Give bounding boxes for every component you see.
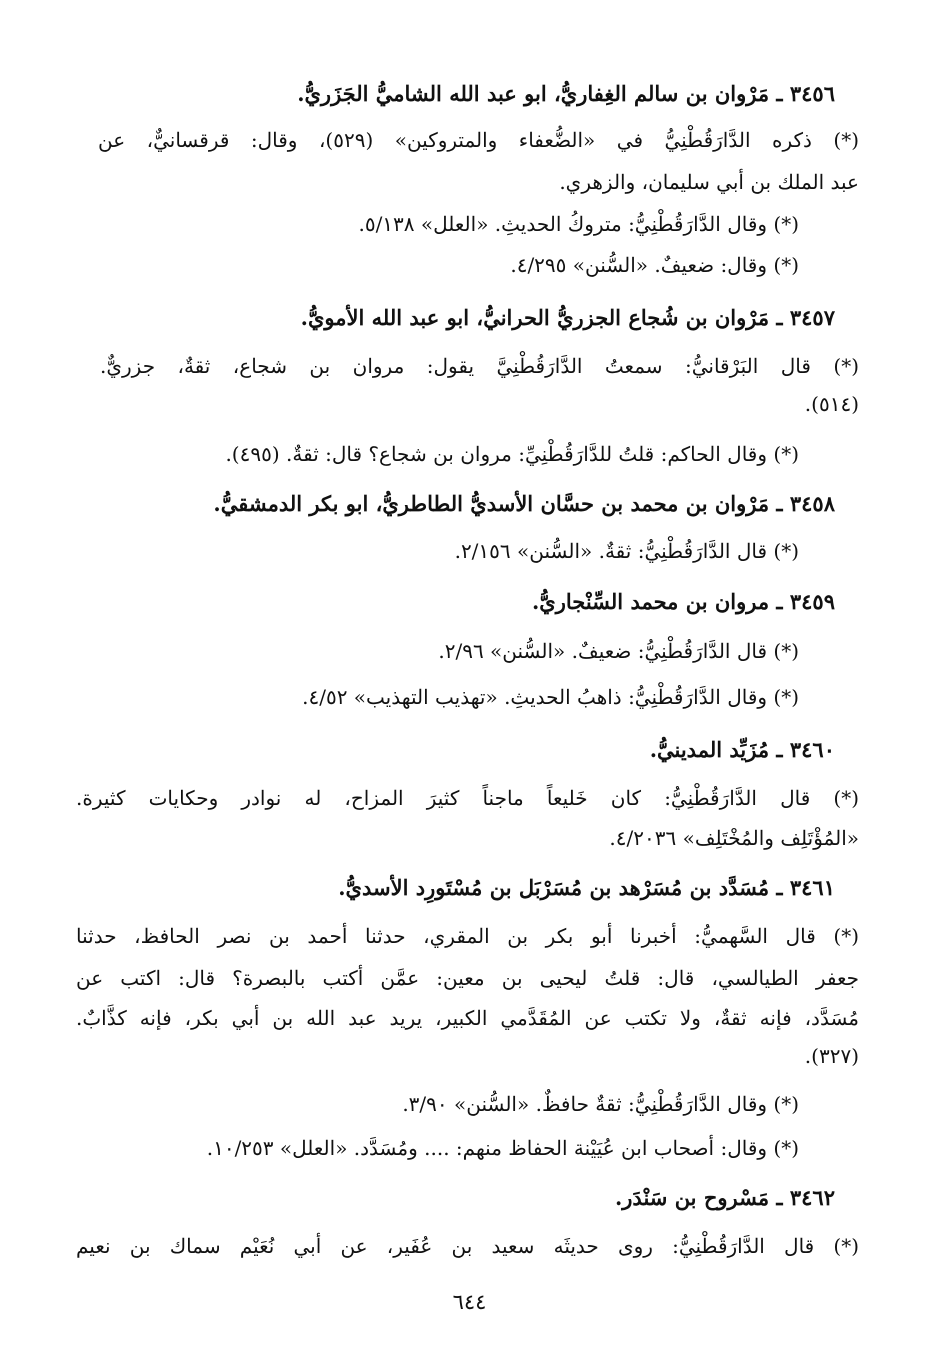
entry-text-line: (٥١٤). — [804, 392, 859, 416]
entry-text-line: (*) وقال الدَّارَقُطْنِيُّ: ذاهبُ الحديثِ. «تهذيب التهذيب» ٤/٥٢. — [302, 685, 799, 709]
entry-text-line: (*) قال الدَّارَقُطْنِيُّ: ضعيفٌ. «السُّنن» ٢/٩٦. — [438, 639, 799, 663]
entry-heading-3457: ٣٤٥٧ ـ مَرْوان بن شُجاع الجزريُّ الحرانيُّ، ابو عبد الله الأمويُّ. — [300, 305, 835, 330]
entry-heading-3456: ٣٤٥٦ ـ مَرْوان بن سالم الغِفاريُّ، ابو عبد الله الشاميُّ الجَزَريُّ. — [297, 81, 835, 106]
entry-text-line: (*) وقال الدَّارَقُطْنِيُّ: ثقةٌ حافظٌ. «السُّنن» ٣/٩٠. — [402, 1092, 799, 1116]
entry-text-line: (*) قال الدَّارَقُطْنِيُّ: روى حديثَه سعيد بن عُفَير، عن أبي نُعَيْم سماك بن نعيم — [76, 1234, 859, 1258]
entry-heading-3459: ٣٤٥٩ ـ مروان بن محمد السِّنْجاريُّ. — [531, 589, 835, 614]
entry-text-line: (*) قال الدَّارَقُطْنِيُّ: كان خَليعاً ماجناً كثيرَ المزاح، له نوادر وحكايات كثيرة. — [76, 786, 859, 810]
page-number: ٦٤٤ — [452, 1290, 487, 1314]
entry-text-line: (*) وقال: ضعيفٌ. «السُّنن» ٤/٢٩٥. — [510, 253, 799, 277]
entry-text-line: مُسَدَّد، فإنه ثقةٌ، ولا تكتب عن المُقَدَّمي الكبير، يريد عبد الله بن أبي بكر، فإنه كذَّابٌ. — [76, 1006, 859, 1030]
entry-text-line: (*) ذكره الدَّارَقُطْنِيُّ في «الضُّعفاء والمتروكين» (٥٢٩)، وقال: قرقسانيٌّ، عن — [98, 128, 859, 152]
entry-text-line: (*) وقال الدَّارَقُطْنِيُّ: متروكُ الحديثِ. «العلل» ٥/١٣٨. — [358, 212, 799, 236]
entry-heading-3460: ٣٤٦٠ ـ مُزَيِّد المدينيُّ. — [649, 737, 835, 762]
entry-heading-3461: ٣٤٦١ ـ مُسَدَّد بن مُسَرْهد بن مُسَرْبَل بن مُسْتَورِد الأسديُّ. — [338, 875, 835, 900]
entry-text-line: جعفر الطيالسي، قال: قلتُ ليحيى بن معين: عمَّن أكتب بالبصرة؟ قال: اكتب عن — [76, 966, 859, 990]
entry-text-line: «المُؤْتَلِف والمُخْتَلِف» ٤/٢٠٣٦. — [609, 826, 859, 850]
entry-text-line: (٣٢٧). — [804, 1044, 859, 1068]
entry-text-line: (*) وقال: أصحاب ابن عُيَيْنة الحفاظ منهم: .... ومُسَدَّد. «العلل» ١٠/٢٥٣. — [206, 1136, 799, 1160]
entry-text-line: عبد الملك بن أبي سليمان، والزهري. — [559, 170, 859, 194]
entry-text-line: (*) قال السَّهميُّ: أخبرنا أبو بكر بن المقري، حدثنا أحمد بن نصر الحافظ، حدثنا — [76, 924, 859, 948]
entry-heading-3458: ٣٤٥٨ ـ مَرْوان بن محمد بن حسَّان الأسديُّ الطاطريُّ، ابو بكر الدمشقيُّ. — [213, 491, 835, 516]
entry-text-line: (*) قال الدَّارَقُطْنِيُّ: ثقةٌ. «السُّنن» ٢/١٥٦. — [454, 539, 799, 563]
entry-text-line: (*) قال البَرْقانيُّ: سمعتُ الدَّارَقُطْنِيَّ يقول: مروان بن شجاع، ثقةٌ، جزريٌّ. — [100, 354, 859, 378]
entry-heading-3462: ٣٤٦٢ ـ مَسْروح بن سَنْدَر. — [614, 1185, 835, 1210]
entry-text-line: (*) وقال الحاكم: قلتُ للدَّارَقُطْنِيِّ: مروان بن شجاع؟ قال: ثقةٌ. (٤٩٥). — [225, 442, 799, 466]
